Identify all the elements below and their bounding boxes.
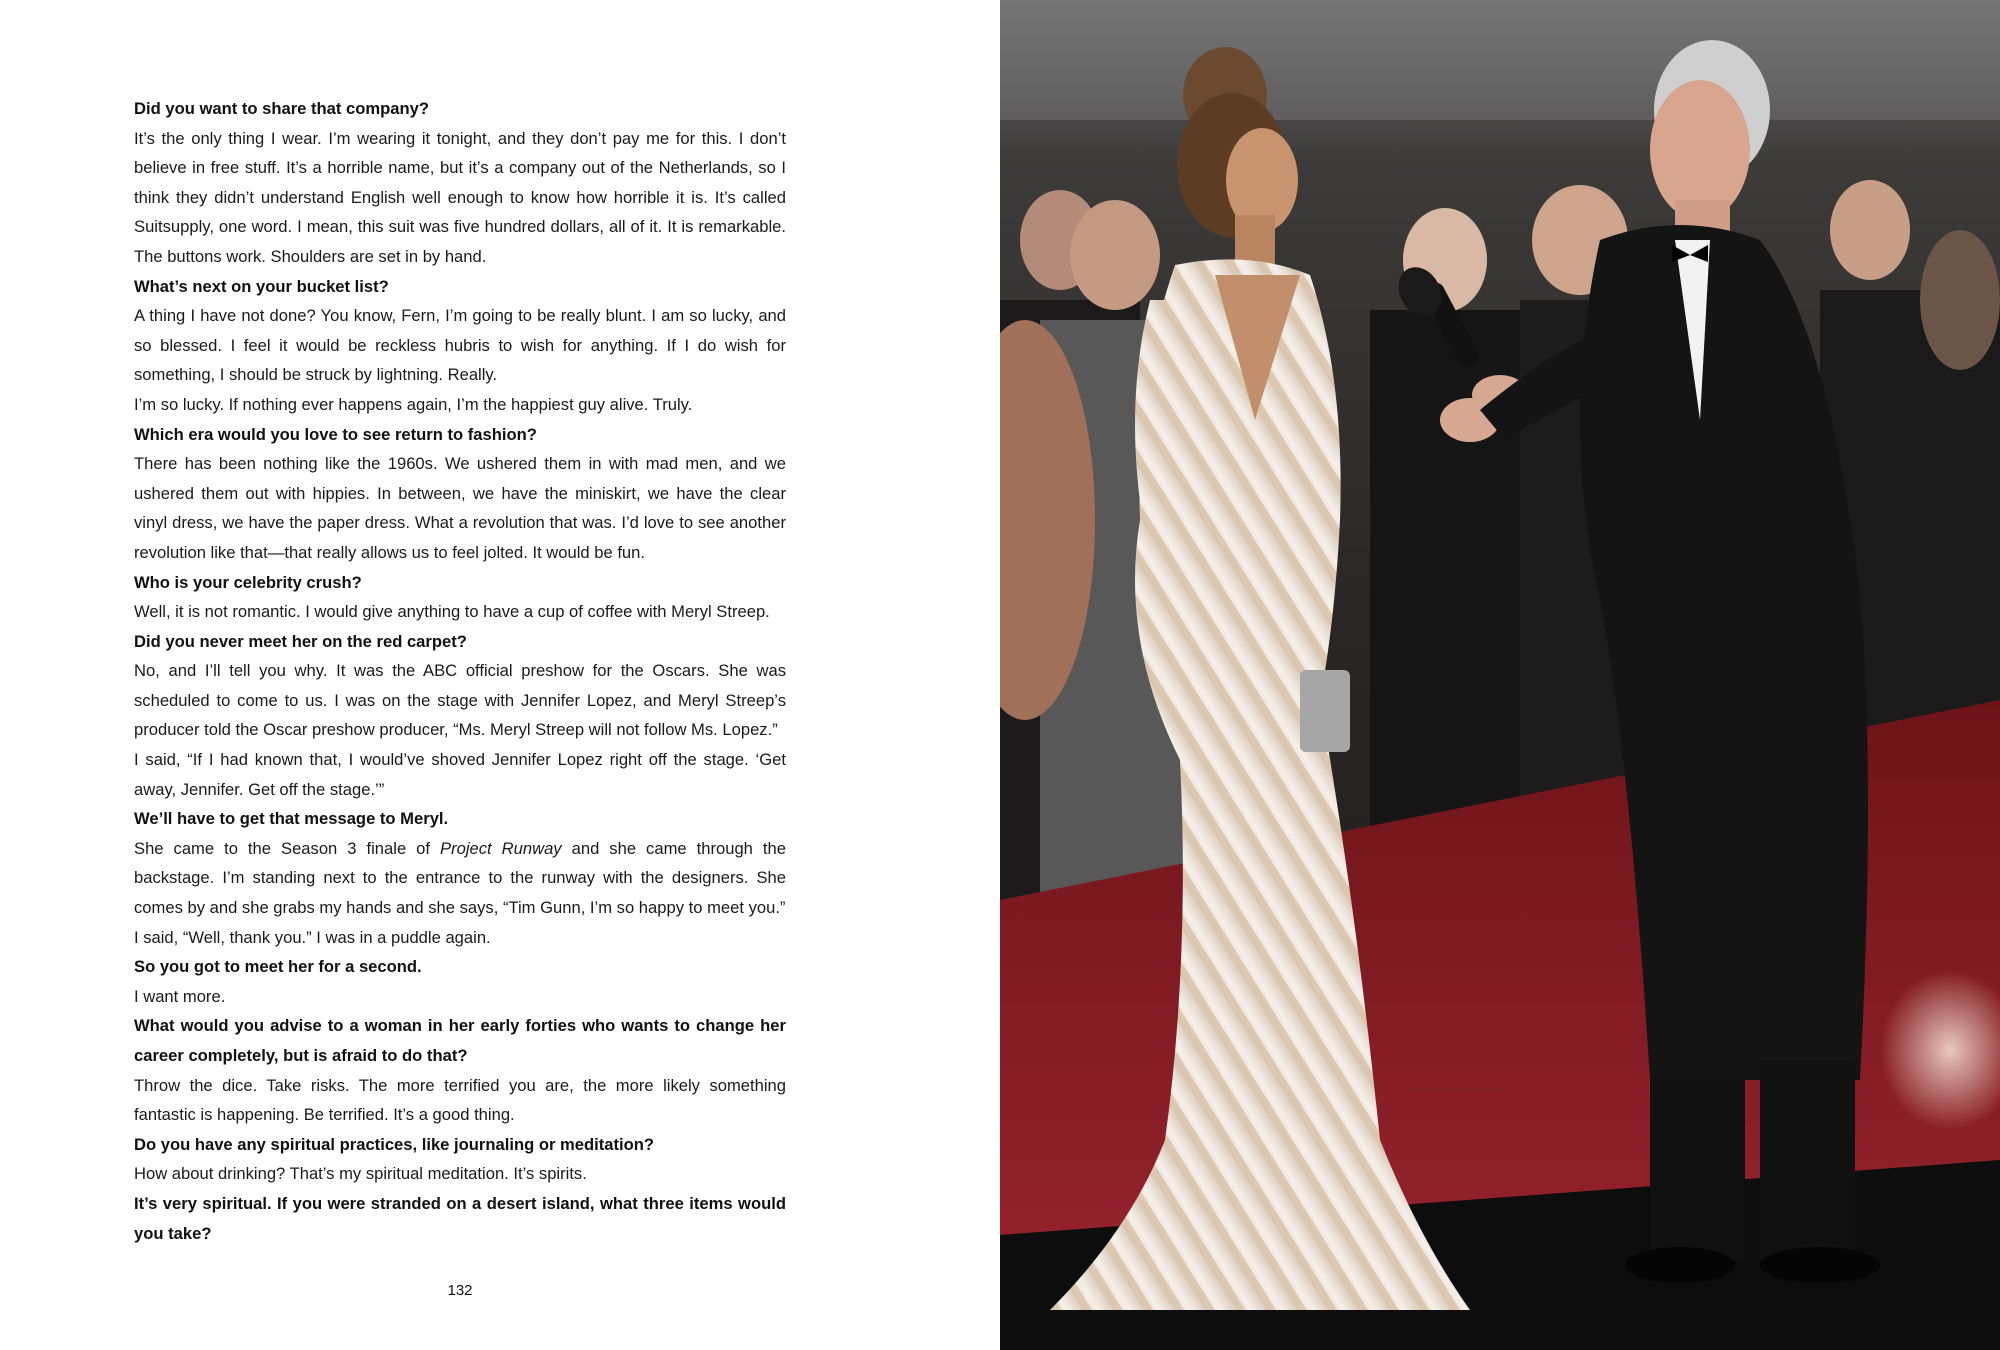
text-segment: What’s next on your bucket list? [134,276,389,296]
interview-answer [134,390,786,420]
italic-title: Project Runway [440,838,562,858]
text-segment: A thing I have not done? You know, Fern, I’m going to be really blunt. I am so lucky, and so blessed. I feel it would be reckless hubris to wish for anything. If I do wish for something, I should be struck by lightning. Really. [134,306,786,385]
interview-question [134,1189,786,1248]
text-segment: Well, it is not romantic. I would give anything to have a cup of coffee with Meryl Streep. [134,602,770,622]
text-segment: Throw the dice. Take risks. The more terrified you are, the more likely something fantastic is happening. Be terrified. It’s a good thing. [134,1075,786,1125]
interview-answer [134,301,786,390]
interview-answer [134,449,786,567]
interview-answer [134,745,786,804]
right-page-photo [1000,0,2000,1350]
text-segment: Did you want to share that company? [134,99,430,118]
page-number: 132 [447,1282,473,1299]
interview-answer [134,1071,786,1130]
interview-question [134,1011,786,1070]
text-segment: There has been nothing like the 1960s. We ushered them in with mad men, and we ushered them out with hippies. In between, we have the miniskirt, we have the clear vinyl dress, we have the paper dress. What a revolution that was. I’d love to see another revolution like that—that really allows us to feel jolted. It would be fun. [134,454,786,562]
text-segment: What would you advise to a woman in her early forties who wants to change her career completely, but is afraid to do that? [134,1016,786,1065]
text-segment: I said, “Well, thank you.” I was in a puddle again. [134,927,491,947]
text-segment: She came to the Season 3 finale of [134,838,441,858]
interview-answer [134,923,786,953]
interview-question [134,1130,786,1160]
red-carpet-photo [1000,0,2000,1350]
text-segment: We’ll have to get that message to Meryl. [134,809,449,829]
text-segment: I said, “If I had known that, I would’ve shoved Jennifer Lopez right off the stage. ‘Get away, Jennifer. Get off the stage.’” [134,750,786,799]
interview-answer [134,982,786,1012]
interview-text [134,94,786,1248]
interview-question [134,627,786,657]
text-segment: I want more. [134,986,226,1006]
interview-question [134,94,786,124]
text-segment: I’m so lucky. If nothing ever happens again, I’m the happiest guy alive. Truly. [134,394,693,414]
interview-question [134,804,786,834]
text-segment: So you got to meet her for a second. [134,957,422,977]
text-segment: It’s very spiritual. If you were stranded on a desert island, what three items would you take? [134,1193,786,1243]
interview-question [134,420,786,450]
text-segment: and she came through the backstage. I’m standing next to the entrance to the runway with the designers. She comes by and she grabs my hands and she says, “Tim Gunn, I’m so happy to meet you.” [134,838,786,918]
interview-answer [134,1159,786,1189]
background-lights [1000,0,2000,120]
interview-answer [134,656,786,745]
interview-question [134,568,786,598]
interview-answer [134,597,786,627]
interview-question [134,952,786,982]
text-segment: How about drinking? That’s my spiritual meditation. It’s spirits. [134,1164,587,1184]
text-segment: Who is your celebrity crush? [134,572,362,592]
text-segment: Did you never meet her on the red carpet? [134,631,467,651]
interview-answer [134,834,786,923]
interview-answer [134,124,786,272]
text-segment: It’s the only thing I wear. I’m wearing it tonight, and they don’t pay me for this. I don’t believe in free stuff. It’s a horrible name, but it’s a company out of the Netherlands, so I think they didn’t understand English well enough to know how horrible it is. It’s called Suitsupply, one word. I mean, this suit was five hundred dollars, all of it. It is remarkable. The buttons work. Shoulders are set in by hand. [134,128,786,266]
interview-question [134,272,786,302]
text-segment: Which era would you love to see return to fashion? [134,424,537,444]
text-segment: Do you have any spiritual practices, like journaling or meditation? [134,1134,655,1154]
text-segment: No, and I’ll tell you why. It was the ABC official preshow for the Oscars. She was scheduled to come to us. I was on the stage with Jennifer Lopez, and Meryl Streep’s producer told the Oscar preshow producer, “Ms. Meryl Streep will not follow Ms. Lopez.” [134,661,786,740]
